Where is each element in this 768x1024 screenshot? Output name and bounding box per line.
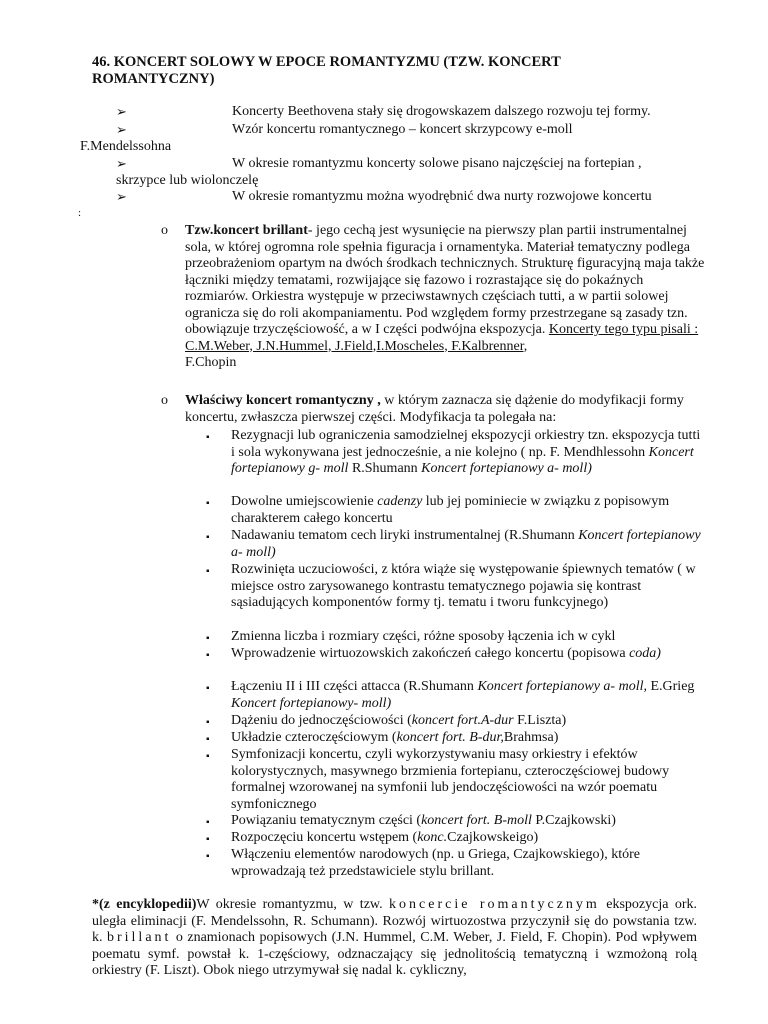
encyclopedia-term: koncercie romantycznym bbox=[389, 897, 600, 912]
square-bullet-icon: ▪ bbox=[206, 851, 210, 862]
encyclopedia-text: W okresie romantyzmu, w tzw. bbox=[196, 897, 390, 912]
modification-item bbox=[231, 730, 701, 747]
square-bullet-icon: ▪ bbox=[206, 817, 210, 828]
square-bullet-icon: ▪ bbox=[206, 532, 210, 543]
item-text: Nadawaniu tematom cech liryki instrumentalnej (R.Shumann bbox=[231, 528, 579, 543]
item-text: Czajkowskeigo) bbox=[447, 830, 539, 845]
item-text: P.Czajkowski) bbox=[531, 813, 616, 828]
work-title: koncert fort. B-moll bbox=[421, 813, 532, 828]
square-bullet-icon: ▪ bbox=[206, 717, 210, 728]
work-title: Koncert fortepianowy a- moll) bbox=[421, 461, 592, 476]
square-bullet-icon: ▪ bbox=[206, 432, 210, 443]
modification-item bbox=[231, 679, 701, 712]
square-bullet-icon: ▪ bbox=[206, 834, 210, 845]
square-bullet-icon: ▪ bbox=[206, 683, 210, 694]
item-text: Dążeniu do jednoczęściowości ( bbox=[231, 713, 412, 728]
square-bullet-icon: ▪ bbox=[206, 751, 210, 762]
intro-text: Wzór koncertu romantycznego – koncert skrzypcowy e-moll bbox=[232, 122, 573, 137]
item-text: lub jej pominiecie w związku z popisowym charakterem całego koncertu bbox=[231, 494, 670, 526]
encyclopedia-term: brillant bbox=[106, 930, 172, 945]
brillant-body: - jego cechą jest wysunięcie na pierwszy plan partii instrumentalnej sola, w której ogromna role spełnia figuracja i ornamentyka. Materiał tematyczny podlega przeobrażeniom opartym na dwóch środkach technicznych. Strukturę figuracyjną maja także łączniki między tematami, rozwijające się fazowo i rozrastające się do pokaźnych rozmiarów. Orkiestra występuje w przeciwstawnych częściach tutti, a w partii solowej ogranicza się do roli akompaniamentu. Pod względem formy przestrzegane są zasady tzn. obowiązuje trzyczęściowość, a w I części podwójna ekspozycja. bbox=[185, 223, 705, 337]
work-title: koncert fort.A-dur bbox=[411, 713, 514, 728]
modification-item bbox=[231, 713, 701, 730]
modification-item bbox=[231, 528, 701, 561]
intro-text: Koncerty Beethovena stały się drogowskazem dalszego rozwoju tej formy. bbox=[232, 104, 651, 119]
square-bullet-icon: ▪ bbox=[206, 633, 210, 644]
item-text: E.Grieg bbox=[646, 679, 695, 694]
encyclopedia-text: o znamionach popisowych (J.N. Hummel, C.M. Weber, J. Field, F. Chopin). Pod wpływem poematu symf. powstał k. 1-częściowy, odznaczający się jednolitością tematyczną i wzmożoną rolą orkiestry (F. Liszt). Obok niego utrzymywał się nadal k. cykliczny, bbox=[92, 930, 698, 978]
circle-bullet-icon: o bbox=[161, 393, 168, 408]
wlasciwy-paragraph bbox=[185, 393, 705, 426]
modification-item bbox=[231, 813, 701, 830]
modification-item bbox=[231, 646, 701, 663]
work-title: Koncert fortepianowy a- moll, bbox=[477, 679, 647, 694]
intro-continuation: F.Mendelssohna bbox=[80, 139, 172, 154]
item-text: Powiązaniu tematycznym części ( bbox=[231, 813, 422, 828]
work-title: Koncert fortepianowy g- moll bbox=[231, 444, 694, 476]
item-text: Włączeniu elementów narodowych (np. u Griega, Czajkowskiego), które wprowadzają też przedstawiciele stylu brillant. bbox=[231, 847, 640, 879]
modification-item bbox=[231, 847, 701, 880]
item-text: F.Liszta) bbox=[513, 713, 567, 728]
item-text: Wprowadzenie wirtuozowskich zakończeń całego koncertu (popisowa bbox=[231, 646, 630, 661]
work-title: Koncert fortepianowy a- moll) bbox=[231, 528, 701, 560]
brillant-heading: Tzw.koncert brillant bbox=[185, 223, 308, 238]
encyclopedia-text: ekspozycja ork. uległa eliminacji (F. Mendelssohn, R. Schumann). Rozwój wirtuozostwa przyczynił się do powstania tzw. k. bbox=[92, 897, 698, 945]
wlasciwy-body: w którym zaznacza się dążenie do modyfikacji formy koncertu, zwłaszcza pierwszej części. Modyfikacja ta polegała na: bbox=[185, 393, 684, 425]
document-title: 46. KONCERT SOLOWY W EPOCE ROMANTYZMU (TZW. KONCERT ROMANTYCZNY) bbox=[92, 54, 561, 87]
item-text: Zmienna liczba i rozmiary części, różne sposoby łączenia ich w cykl bbox=[231, 629, 616, 644]
item-text: Rozwinięta uczuciowości, z która wiąże się występowanie śpiewnych tematów ( w miejsce ostro zarysowanego kontrastu tematycznego pojawia się kontrast sąsiadujących komponentów formy tj. tematu i tworu funkcyjnego) bbox=[231, 562, 696, 610]
modification-item bbox=[231, 747, 701, 813]
brillant-paragraph bbox=[185, 223, 705, 372]
modification-item bbox=[231, 494, 701, 527]
item-text: Symfonizacji koncertu, czyli wykorzystywaniu masy orkiestry i efektów kolorystycznych, masywnego brzmienia fortepianu, czteroczęściowej budowy formalnej wzorowanej na symfonii lub jendoczęściowości na wzór poematu symfonicznego bbox=[231, 747, 670, 812]
arrow-bullet-icon: ➢ bbox=[116, 156, 127, 171]
arrow-bullet-icon: ➢ bbox=[116, 189, 127, 204]
intro-continuation: : bbox=[78, 207, 82, 219]
work-title: koncert fort. B-dur, bbox=[396, 730, 504, 745]
modification-item bbox=[231, 428, 701, 478]
square-bullet-icon: ▪ bbox=[206, 566, 210, 577]
item-text: R.Shumann bbox=[348, 461, 422, 476]
arrow-bullet-icon: ➢ bbox=[116, 122, 127, 137]
square-bullet-icon: ▪ bbox=[206, 650, 210, 661]
item-text: Rozpoczęciu koncertu wstępem ( bbox=[231, 830, 418, 845]
square-bullet-icon: ▪ bbox=[206, 498, 210, 509]
arrow-bullet-icon: ➢ bbox=[116, 104, 127, 119]
work-title: Koncert fortepianowy- moll) bbox=[231, 695, 392, 711]
brillant-composers-end: F.Chopin bbox=[185, 355, 237, 370]
encyclopedia-paragraph bbox=[92, 897, 697, 980]
item-text: Brahmsa) bbox=[503, 730, 559, 745]
modification-item bbox=[231, 629, 701, 646]
item-text: Układzie czteroczęściowym ( bbox=[231, 730, 397, 745]
work-title: konc. bbox=[417, 830, 448, 845]
circle-bullet-icon: o bbox=[161, 223, 168, 238]
item-text: Łączeniu II i III części attacca (R.Shumann bbox=[231, 679, 478, 694]
item-text: Rezygnacji lub ograniczenia samodzielnej ekspozycji orkiestry tzn. ekspozycja tutti i sola wykonywana jest jednocześnie, a nie kolejno ( np. F. Mendhlessohn bbox=[231, 428, 701, 460]
square-bullet-icon: ▪ bbox=[206, 734, 210, 745]
encyclopedia-heading: *(z encyklopedii) bbox=[92, 897, 197, 912]
item-text: Dowolne umiejscowienie bbox=[231, 494, 378, 509]
intro-text: W okresie romantyzmu można wyodrębnić dwa nurty rozwojowe koncertu bbox=[232, 189, 652, 204]
intro-text: W okresie romantyzmu koncerty solowe pisano najczęściej na fortepian , bbox=[232, 156, 642, 171]
intro-continuation: skrzypce lub wiolonczelę bbox=[116, 173, 259, 188]
work-title: coda) bbox=[629, 646, 661, 661]
brillant-composers: Koncerty tego typu pisali : C.M.Weber, J.N.Hummel, J.Field,I.Moscheles, F.Kalbrenner, bbox=[185, 322, 699, 354]
work-title: cadenzy bbox=[377, 494, 423, 509]
wlasciwy-heading: Właściwy koncert romantyczny , bbox=[185, 393, 381, 408]
modification-item bbox=[231, 830, 701, 847]
modification-item bbox=[231, 562, 701, 612]
